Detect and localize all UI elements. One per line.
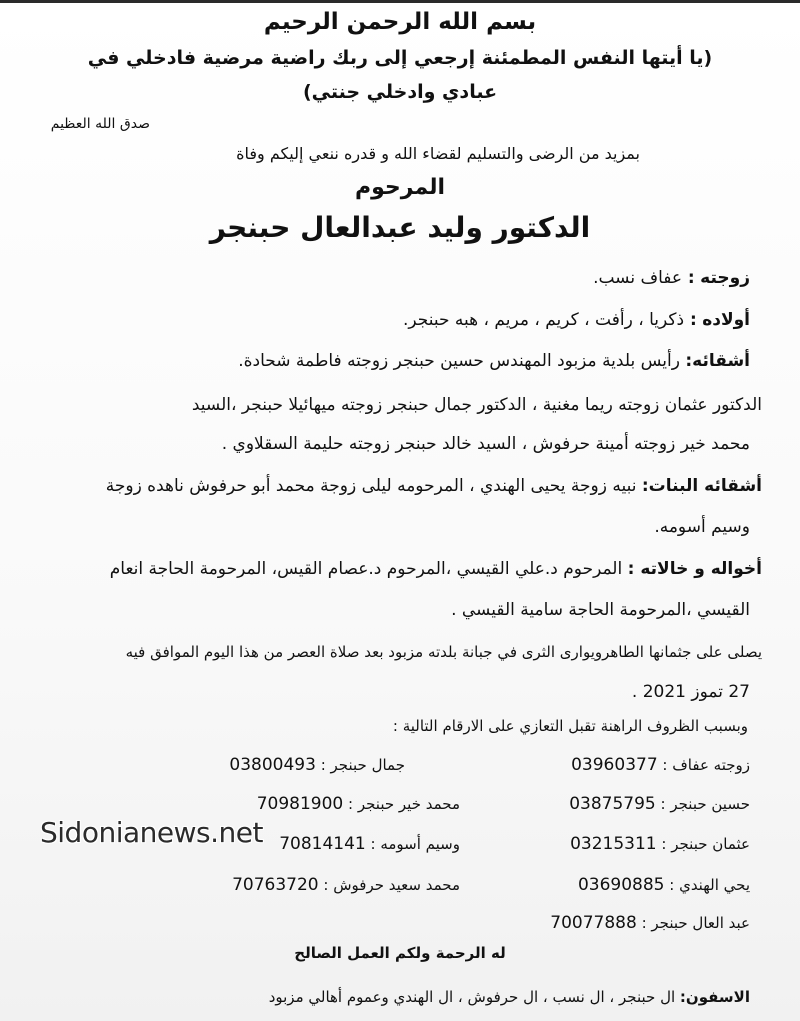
quran-verse-line-2: عبادي وادخلي جنتي) (302, 81, 498, 103)
sisters-line-2: وسيم أسومه. (654, 517, 750, 537)
contact-right-5 (550, 913, 750, 933)
mourners-label: الاسفون: (679, 988, 750, 1006)
deceased-name: الدكتور وليد عبدالعال حبنجر (209, 211, 591, 244)
intro-text: بمزيد من الرضى والتسليم لقضاء الله و قدره ننعي إليكم وفاة (236, 144, 640, 163)
contact-number: 03690885 (577, 875, 665, 895)
contact-left-2 (257, 794, 460, 814)
contact-number: 70077888 (550, 913, 637, 933)
contact-right-2 (569, 794, 750, 814)
sisters-value-1: نبيه زوجة يحيى الهندي ، المرحومه ليلى زوجة محمد أبو حرفوش ناهده زوجة (105, 476, 637, 496)
uncles-value-1: المرحوم د.علي القيسي ،المرحوم د.عصام القيس، المرحومة الحاجة انعام (109, 559, 623, 579)
contact-name: عثمان حبنجر : (661, 835, 750, 853)
children-label: أولاده (702, 310, 750, 330)
sadaq-allah: صدق الله العظيم (50, 116, 150, 132)
contact-number: 70981900 (256, 794, 344, 814)
children-value: ذكريا ، رأفت ، كريم ، مريم ، هبه حبنجر. (402, 310, 685, 330)
brothers-label: أشقائه: (685, 351, 750, 371)
contact-name: وسيم أسومه : (370, 835, 460, 853)
contact-name: عبد العال حبنجر : (641, 914, 750, 932)
contact-number: 03875795 (569, 794, 656, 814)
contact-number: 03960377 (571, 755, 658, 775)
uncles-line-1 (110, 559, 762, 579)
sisters-label: أشقائه البنات: (641, 476, 762, 496)
children-line: أولاده : ذكريا ، رأفت ، كريم ، مريم ، هبه حبنجر. (402, 310, 750, 330)
wife-value: عفاف نسب. (593, 268, 683, 288)
contact-left-1 (229, 755, 405, 775)
sisters-line-1 (106, 476, 762, 496)
basmala: بسم الله الرحمن الرحيم (263, 9, 537, 35)
quran-verse-line-1: (يا أيتها النفس المطمئنة إرجعي إلى ربك راضية مرضية فادخلي في (87, 47, 713, 69)
contact-right-3 (570, 834, 750, 854)
brothers-line-1 (238, 351, 750, 371)
uncles-line-2: القيسي ،المرحومة الحاجة سامية القيسي . (451, 600, 750, 620)
contact-right-1 (571, 755, 750, 775)
contact-name: حسين حبنجر : (660, 795, 750, 813)
condolence-intro: وبسبب الظروف الراهنة تقبل التعازي على الارقام التالية : (392, 717, 748, 735)
mourners-line (269, 988, 750, 1006)
contact-number: 70814141 (279, 834, 366, 854)
contact-name: محمد سعيد حرفوش : (323, 876, 460, 894)
contact-number: 03800493 (229, 755, 316, 775)
contact-left-4 (232, 875, 460, 895)
contact-name: جمال حبنجر : (320, 756, 405, 774)
funeral-prayer-line: يصلى على جثمانها الطاهرويوارى الثرى في جبانة بلدته مزبود بعد صلاة العصر من هذا اليوم الموافق فيه (125, 643, 762, 661)
contact-name: محمد خير حبنجر : (348, 795, 460, 813)
contact-name: يحي الهندي : (669, 876, 750, 894)
funeral-date: 27 تموز 2021 . (631, 682, 750, 702)
contact-right-4 (578, 875, 750, 895)
brothers-line-3: محمد خير زوجته أمينة حرفوش ، السيد خالد حبنجر زوجته حليمة السقلاوي . (221, 434, 750, 454)
contact-number: 03215311 (570, 834, 657, 854)
brothers-line-2: الدكتور عثمان زوجته ريما مغنية ، الدكتور جمال حبنجر زوجته ميهائيلا حبنجر ،السيد (191, 395, 762, 415)
brothers-value-1: رأيس بلدية مزبود المهندس حسين حبنجر زوجته فاطمة شحادة. (238, 351, 680, 371)
uncles-label: أخواله و خالاته : (627, 559, 762, 579)
closing-phrase: له الرحمة ولكم العمل الصالح (294, 944, 506, 962)
contact-left-3 (279, 834, 460, 854)
wife-line: زوجته : عفاف نسب. (593, 268, 750, 288)
wife-label: زوجته (700, 268, 750, 288)
site-watermark: Sidonianews.net (40, 816, 263, 849)
mourners-value: ال حبنجر ، ال نسب ، ال حرفوش ، ال الهندي وعموم أهالي مزبود (268, 988, 676, 1006)
marhoum-heading: المرحوم (354, 175, 445, 200)
contact-name: زوجته عفاف : (662, 756, 750, 774)
contact-number: 70763720 (232, 875, 319, 895)
